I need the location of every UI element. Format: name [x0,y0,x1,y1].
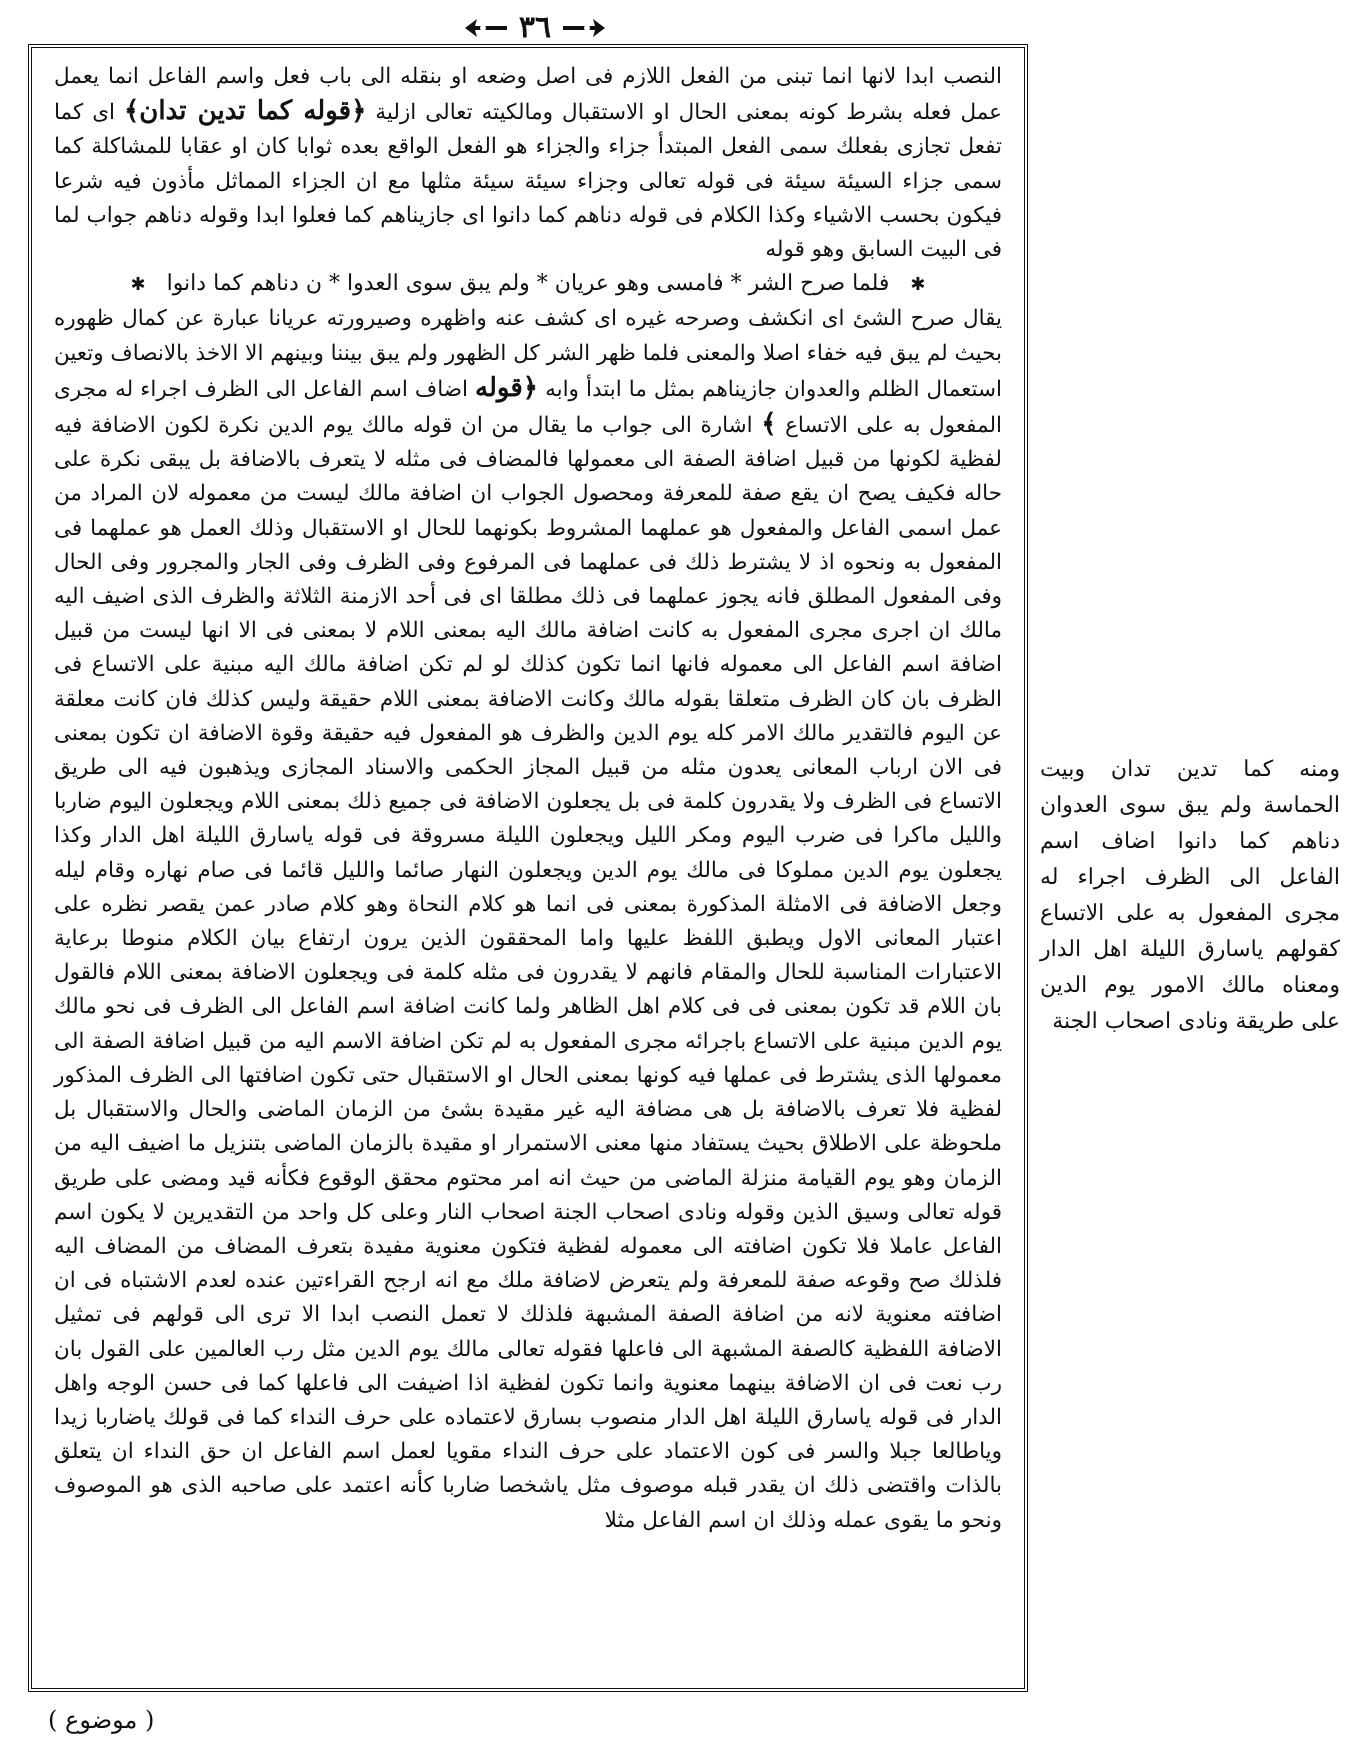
page-header [420,8,650,48]
main-text-segment: النصب ابدا لانها انما تبنى من الفعل اللازم فى اصل وضعه او بنقله الى باب فعل واسم الفاعل انما يعمل عمل فعله بشرط كونه بمعنى الحال او الاستقبال ومالكيته تعالى ازلية [54,64,1002,126]
keyword-qawluhu: ﴿قوله كما تدين تدان﴾ [124,96,367,127]
verse-hemistich: ولم يبق سوى العدوا [347,271,530,297]
verse-separator-icon: * [536,271,548,297]
verse-separator-icon: * [730,271,742,297]
main-text-segment: اشارة الى جواب ما يقال من ان قوله مالك يوم الدين نكرة لكون الاضافة فيه لفظية لكونها من قبيل اضافة الصفة الى معمولها فالمضاف فى مثله لا يتعرف بالاضافة بل يبقى نكرة على حاله فكيف يصح ان يقع صفة للمعرفة ومحصول الجواب ان اضافة مالك ليست من معموله لان المراد من عمل اسمى الفاعل والمفعول هو عملهما المشروط بكونهما للحال او الاستقبال وذلك العمل هو عملهما فى المفعول به ونحوه اذ لا يشترط ذلك فى عملهما فى المرفوع وفى الظرف وفى الجار والمجرور وفى الحال وفى المفعول المطلق فانه يجوز عملهما فى ذلك مطلقا اى فى أحد الازمنة الثلاثة والظرف الذى اضيف اليه مالك ان اجرى مجرى المفعول به كانت اضافة مالك اليه بمعنى اللام لا بمعنى فى الا انها ليست من قبيل اضافة اسم الفاعل الى معموله فانها انما تكون كذلك لو لم تكن اضافة مالك اليه مبنية على الاتساع فى الظرف بان كان الظرف متعلقا بقوله مالك وكانت الاضافة بمعنى اللام حقيقة وليس كذلك فان كانت معلقة عن اليوم فالتقدير مالك الامر كله يوم الدين والظرف هو المفعول فيه حقيقة وقوة الاضافة ان تكون بمعنى فى الان ارباب المعانى يعدون مثله من قبيل المجاز الحكمى والاسناد المجازى ويذهبون فيه الى طريق الاتساع فى الظرف ولا يقدرون كلمة فى بل يجعلون الاضافة فى جميع ذلك بمعنى اللام ويجعلون اليوم ضاربا والليل ماكرا فى ضرب اليوم ومكر الليل ويجعلون الليلة مسروقة فى قوله ياسارق الليلة اهل الدار وكذا يجعلون يوم الدين مملوكا فى مالك يوم الدين ويجعلون النهار صائما والليل قائما فى صام نهاره وقام ليله وجعل الاضافة فى الامثلة المذكورة بمعنى فى انما هو كلام النحاة وهو كلام صادر عمن يقصر نظره على اعتبار المعانى الاول ويطبق اللفظ عليها واما المحققون الذين يرون ارتفاع بيان الكلام منوطا برعاية الاعتبارات المناسبة للحال والمقام فانهم لا يقدرون فى مثله كلمة فى ويجعلون الاضافة بمعنى اللام فالقول بان اللام قد تكون بمعنى فى فى كلام اهل الظاهر ولما كانت اضافة اسم الفاعل الى الظرف فى نحو مالك يوم الدين مبنية على الاتساع باجرائه مجرى المفعول به لم تكن اضافة الاسم اليه من قبيل اضافة الصفة الى معمولها الذى يشترط فى عملها فيه كونها بمعنى الحال او الاستقبال حتى تكون اضافتها الى الظرف المذكور لفظية فلا تعرف بالاضافة بل هى مضافة اليه غير مقيدة بشئ من الزمان الماضى والحال والاستقبال بل ملحوظة على الاطلاق بحيث يستفاد منها معنى الاستمرار او مقيدة بالزمان الماضى بتنزيل ما اضيف اليه من الزمان وهو يوم القيامة منزلة الماضى من حيث انه امر محتوم محقق الوقوع فكأنه قيد ومضى على طريق قوله تعالى وسيق الذين وقوله ونادى اصحاب الجنة اصحاب النار وعلى كل واحد من التقديرين لا يكون اسم الفاعل عاملا فلا تكون اضافته الى معموله لفظية فتكون معنوية مفيدة بتعرف المضاف من المضاف اليه فلذلك صح وقوعه صفة للمعرفة ولم يتعرض لاضافة ملك مع انه ارجح القراءتين عنده لعدم الاشتباه فى ان اضافته معنوية لانه من اضافة الصفة المشبهة فلذلك لا تعمل النصب ابدا الا ترى الى قولهم فى تمثيل الاضافة اللفظية كالصفة المشبهة الى فاعلها فقوله تعالى مالك يوم الدين مثل رب العالمين على القول بان رب نعت فى ان الاضافة بينهما معنوية وانما تكون لفظية اذا اضيفت الى فاعلها كما فى حسن الوجه واهل الدار فى قوله ياسارق الليلة اهل الدار منصوب بسارق لاعتماده على حرف النداء كما فى قولك ياضاربا زيدا وياطالعا جبلا والسر فى كون الاعتماد على حرف النداء مقويا لعمل اسم الفاعل ان حق النداء ان يتعلق بالذات واقتضى ذلك ان يقدر قبله موصوف مثل ياشخصا ضاربا كأنه اعتمد على صاحبه الذى هو الموصوف ونحو ما يقوى عمله وذلك ان اسم الفاعل مثلا [54,413,1002,1533]
main-paragraph [54,302,1002,1537]
page-number: ٣٦ [518,10,552,45]
margin-note: ومنه كما تدين تدان وبيت الحماسة ولم يبق سوى العدوان دناهم كما دانوا اضاف اسم الفاعل الى الظرف اجراء له مجرى المفعول به على الاتساع كقولهم ياسارق الليلة اهل الدار ومعناه مالك الامور يوم الدين على طريقة ونادى اصحاب الجنة [1040,757,1340,1034]
main-text-segment: اضاف اسم الفاعل الى الظرف اجراء له مجرى المفعول به على الاتساع [54,376,1002,439]
verse-hemistich: ن دناهم كما دانوا [166,271,322,297]
ornament-right-icon [561,15,607,41]
main-text-segment: اى كما تفعل تجازى بفعلك سمى الفعل المبتدأ جزاء والجزاء هو الفعل الواقع بعده ثوابا كان او عقابا للمشاكلة كما سمى جزاء السيئة سيئة فى قوله تعالى وجزاء سيئة سيئة مثلها مع ان الجزاء المماثل مأذون فيه شرعا فيكون بحسب الاشياء وكذا الكلام فى قوله دناهم كما دانوا اى جازيناهم كما فعلوا ابدا وقوله دناهم جواب لما فى البيت السابق وهو قوله [54,100,1002,263]
verse-star-icon: ✱ [910,274,926,296]
main-text [54,60,1002,1538]
verse-hemistich: فلما صرح الشر [748,271,890,297]
ornament-left-icon [463,15,509,41]
main-text-frame [28,44,1028,1692]
catchword: ( موضوع ) [48,1706,155,1734]
poetry-verse [54,267,1002,302]
main-text-segment: يقال صرح الشئ اى انكشف وصرحه غيره اى كشف عنه واظهره وصيرورته عريانا عبارة عن كمال ظهوره بحيث لم يبق فيه خفاء اصلا والمعنى فلما ظهر الشر كل الظهور ولم يبق بيننا وبينهم الا الاخذ بالانصاف وتعين استعمال الظلم والعدوان جازيناهم بمثل ما ابتدأ وابه [54,306,1002,402]
verse-star-icon: ✱ [130,274,146,296]
main-paragraph [54,60,1002,267]
keyword-qawluhu: ﴿قوله [475,372,539,403]
keyword-bracket-close-icon: ﴾ [761,409,777,440]
verse-hemistich: فامسى وهو عريان [554,271,724,297]
verse-separator-icon: * [329,271,340,297]
